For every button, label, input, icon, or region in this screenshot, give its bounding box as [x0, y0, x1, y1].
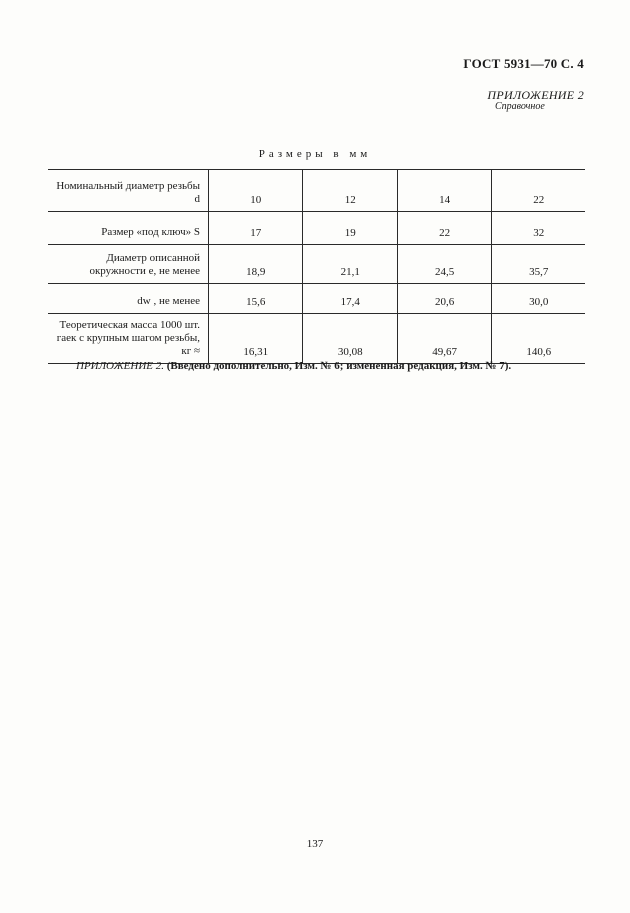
table-cell: 10 — [209, 170, 303, 212]
table-row — [48, 245, 585, 284]
table-cell: 21,1 — [303, 245, 397, 284]
table-cell: 140,6 — [492, 314, 585, 364]
row-label-circumscribed-diameter: Диаметр описанной окружности е, не менее — [48, 245, 209, 284]
table-caption: Размеры в мм — [258, 148, 372, 160]
table-cell: 22 — [492, 170, 585, 212]
dimensions-table — [48, 169, 585, 364]
table-cell: 19 — [303, 212, 397, 245]
table-cell: 14 — [397, 170, 491, 212]
note-text: (Введено дополнительно, Изм. № 6; измененная редакция, Изм. № 7). — [166, 360, 512, 372]
table-row — [48, 212, 585, 245]
row-label-nominal-diameter: Номинальный диаметр резьбы d — [48, 170, 209, 212]
table-row — [48, 314, 585, 364]
appendix-title: ПРИЛОЖЕНИЕ 2 — [487, 88, 584, 102]
table-row — [48, 170, 585, 212]
table-cell: 12 — [303, 170, 397, 212]
table-cell: 32 — [492, 212, 585, 245]
table-cell: 24,5 — [397, 245, 491, 284]
table-cell: 16,31 — [209, 314, 303, 364]
amendment-note — [76, 360, 511, 372]
table-cell: 35,7 — [492, 245, 585, 284]
table-cell: 17 — [209, 212, 303, 245]
table-cell: 17,4 — [303, 284, 397, 314]
table-cell: 18,9 — [209, 245, 303, 284]
row-label-dw: dw , не менее — [48, 284, 209, 314]
table-cell: 49,67 — [397, 314, 491, 364]
table-cell: 15,6 — [209, 284, 303, 314]
table-cell: 22 — [397, 212, 491, 245]
row-label-theoretical-mass: Теоретическая масса 1000 шт. гаек с крупным шагом резьбы, кг ≈ — [48, 314, 209, 364]
page-number: 137 — [306, 838, 324, 850]
document-code: ГОСТ 5931—70 С. 4 — [463, 56, 584, 71]
row-label-wrench-size: Размер «под ключ» S — [48, 212, 209, 245]
note-prefix: ПРИЛОЖЕНИЕ 2. — [76, 360, 164, 372]
table-cell: 20,6 — [397, 284, 491, 314]
appendix-subtitle: Справочное — [495, 101, 545, 112]
table-row — [48, 284, 585, 314]
table-cell: 30,0 — [492, 284, 585, 314]
table-cell: 30,08 — [303, 314, 397, 364]
